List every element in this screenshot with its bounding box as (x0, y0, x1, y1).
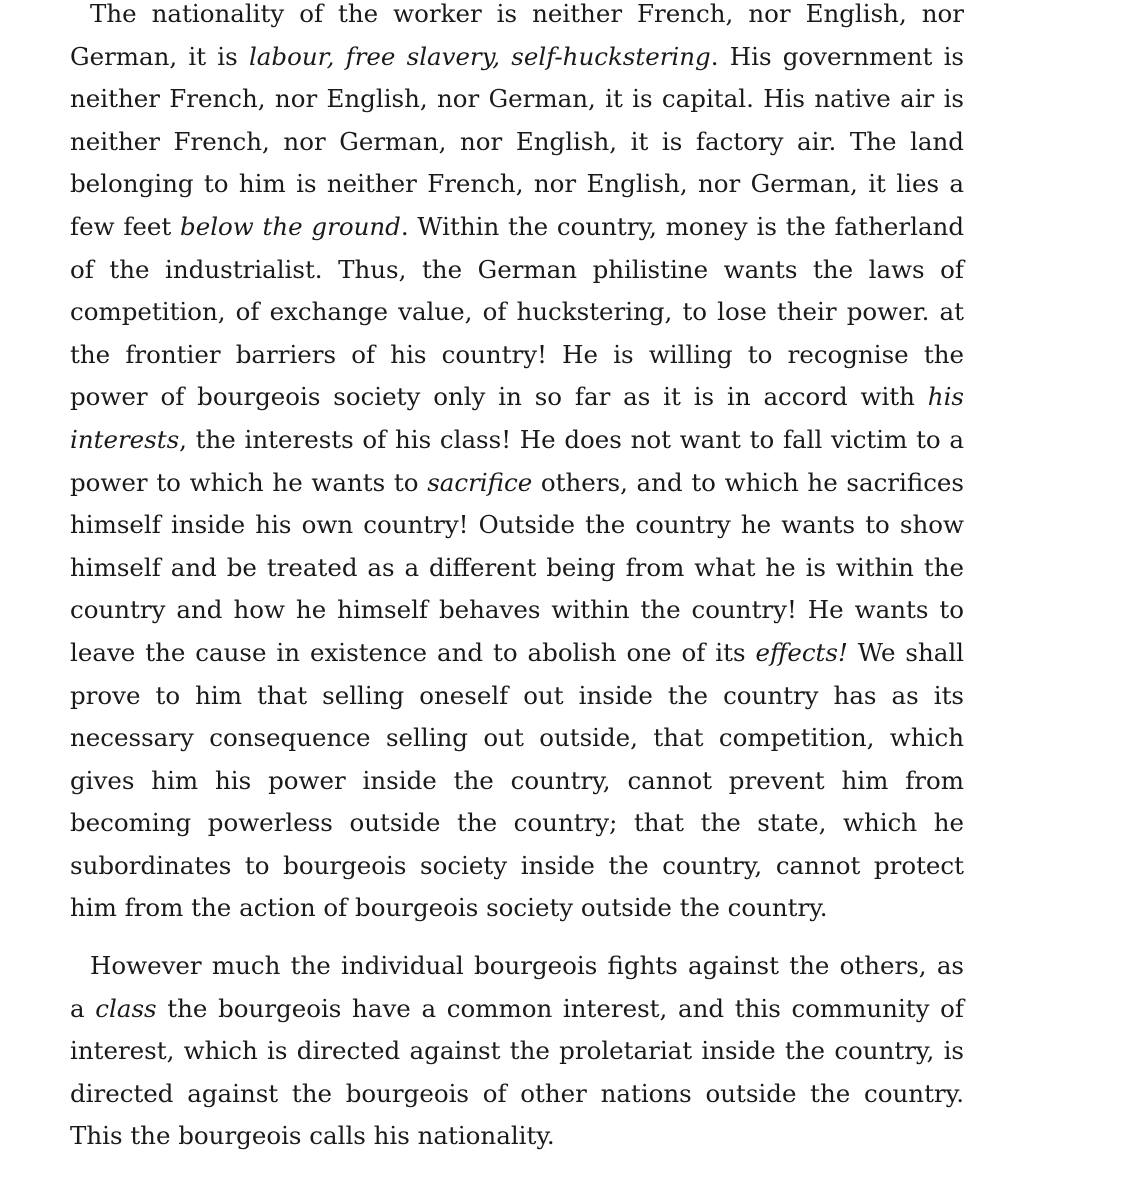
italic-text-segment: sacrifice (427, 467, 533, 497)
text-segment: others, and to which he sacrifices himself inside his own country! Outside the country he wants to show himself and be treated as a different being from what he is within the country and how he himself behaves within the country! He wants to leave the cause in existence and to abolish one of its (70, 467, 964, 667)
text-segment: The nationality of the worker is neither French, nor English, nor German, it is (70, 0, 964, 71)
paragraph-2 (70, 945, 964, 1158)
text-segment: We shall prove to him that selling oneself out inside the country has as its necessary consequence selling out outside, that competition, which gives him his power inside the country, cannot prevent him from becoming powerless outside the country; that the state, which he subordinates to bourgeois society inside the country, cannot protect him from the action of bourgeois society outside the country. (70, 637, 965, 923)
italic-text-segment: below the ground (180, 211, 401, 241)
text-segment: . His government is neither French, nor English, nor German, it is capital. His native air is neither French, nor German, nor English, it is factory air. The land belonging to him is neither French, nor English, nor German, it lies a few feet (70, 41, 964, 241)
italic-text-segment: class (95, 993, 157, 1023)
italic-text-segment: his interests (70, 382, 964, 454)
text-segment: However much the individual bourgeois fights against the others, as a (70, 951, 964, 1023)
italic-text-segment: effects! (755, 637, 848, 667)
text-segment: . Within the country, money is the fatherland of the industrialist. Thus, the German philistine wants the laws of competition, of exchange value, of huckstering, to lose their power. at the frontier barriers of his country! He is willing to recognise the power of bourgeois society only in so far as it is in accord with (70, 211, 965, 412)
text-segment: , the interests of his class! He does not want to fall victim to a power to which he wants to (70, 424, 964, 497)
italic-text-segment: labour, free slavery, self-huckstering (248, 41, 711, 71)
text-segment: the bourgeois have a common interest, and this community of interest, which is directed against the proletariat inside the country, is directed against the bourgeois of other nations outside the country. This the bourgeois calls his nationality. (70, 993, 964, 1151)
paragraph-1 (70, 0, 964, 930)
text-column (70, 0, 964, 1158)
